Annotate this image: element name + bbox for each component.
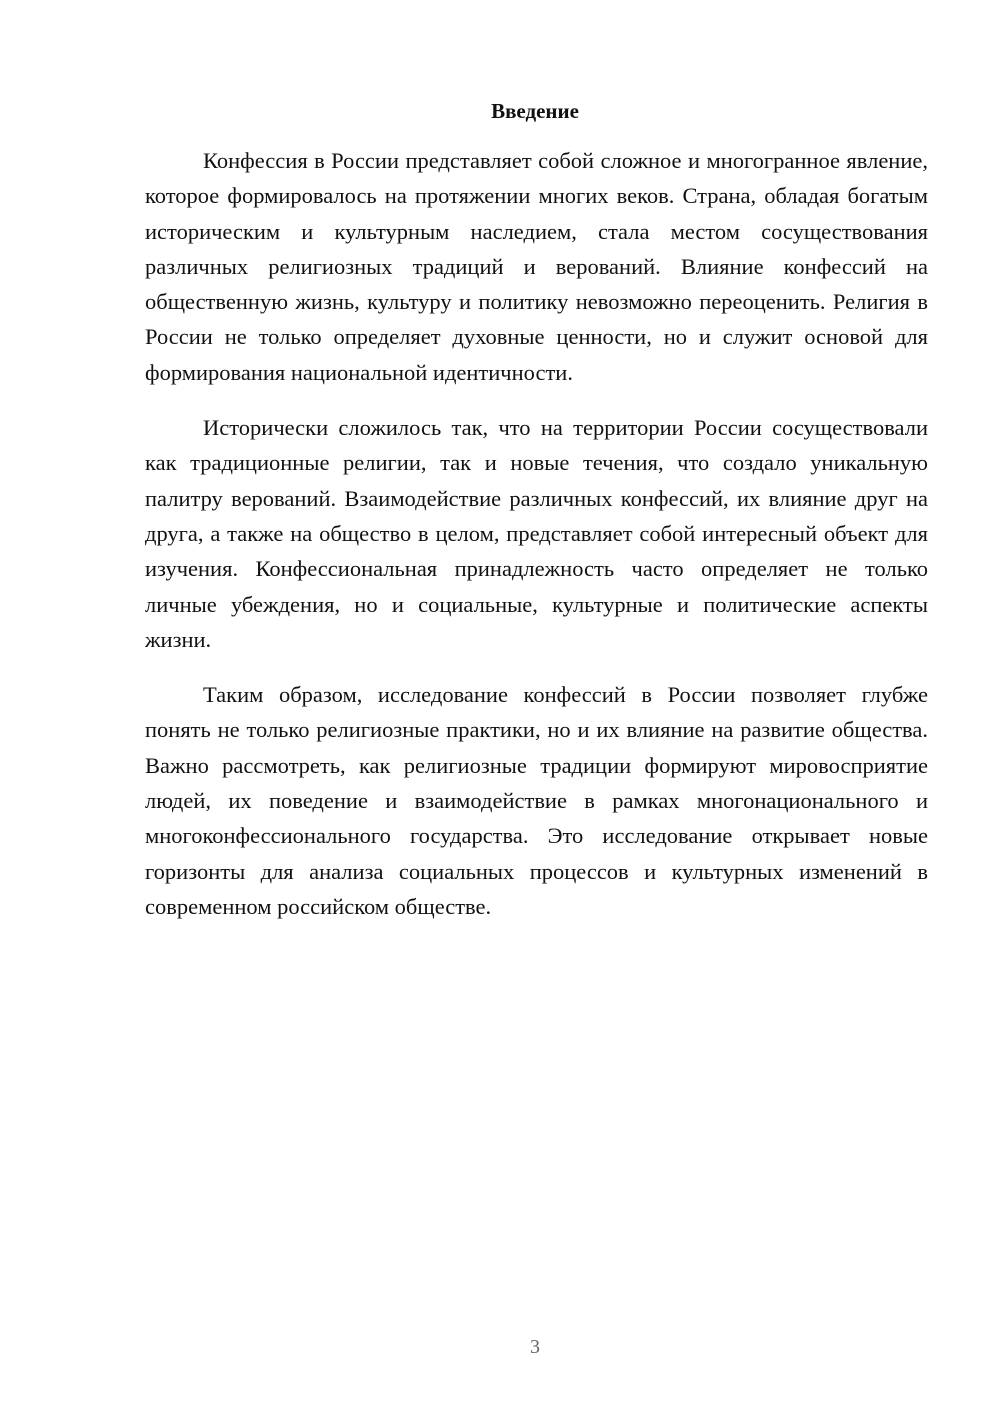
body-text — [145, 143, 928, 944]
paragraph-1: Конфессия в России представляет собой сложное и многогранное явление, которое формировалось на протяжении многих веков. Страна, обладая богатым историческим и культурным наследием, стала местом сосуществования различных религиозных традиций и верований. Влияние конфессий на общественную жизнь, культуру и политику невозможно переоценить. Религия в России не только определяет духовные ценности, но и служит основой для формирования национальной идентичности. — [145, 148, 928, 385]
paragraph-2: Исторически сложилось так, что на территории России сосуществовали как традиционные религии, так и новые течения, что создало уникальную палитру верований. Взаимодействие различных конфессий, их влияние друг на друга, а также на общество в целом, представляет собой интересный объект для изучения. Конфессиональная принадлежность часто определяет не только личные убеждения, но и социальные, культурные и политические аспекты жизни. — [145, 415, 928, 652]
page-number: 3 — [530, 1336, 540, 1358]
section-heading: Введение — [491, 99, 579, 123]
paragraph-3: Таким образом, исследование конфессий в России позволяет глубже понять не только религиозные практики, но и их влияние на развитие общества. Важно рассмотреть, как религиозные традиции формируют мировосприятие людей, их поведение и взаимодействие в рамках многонационального и многоконфессионального государства. Это исследование открывает новые горизонты для анализа социальных процессов и культурных изменений в современном российском обществе. — [145, 682, 928, 919]
